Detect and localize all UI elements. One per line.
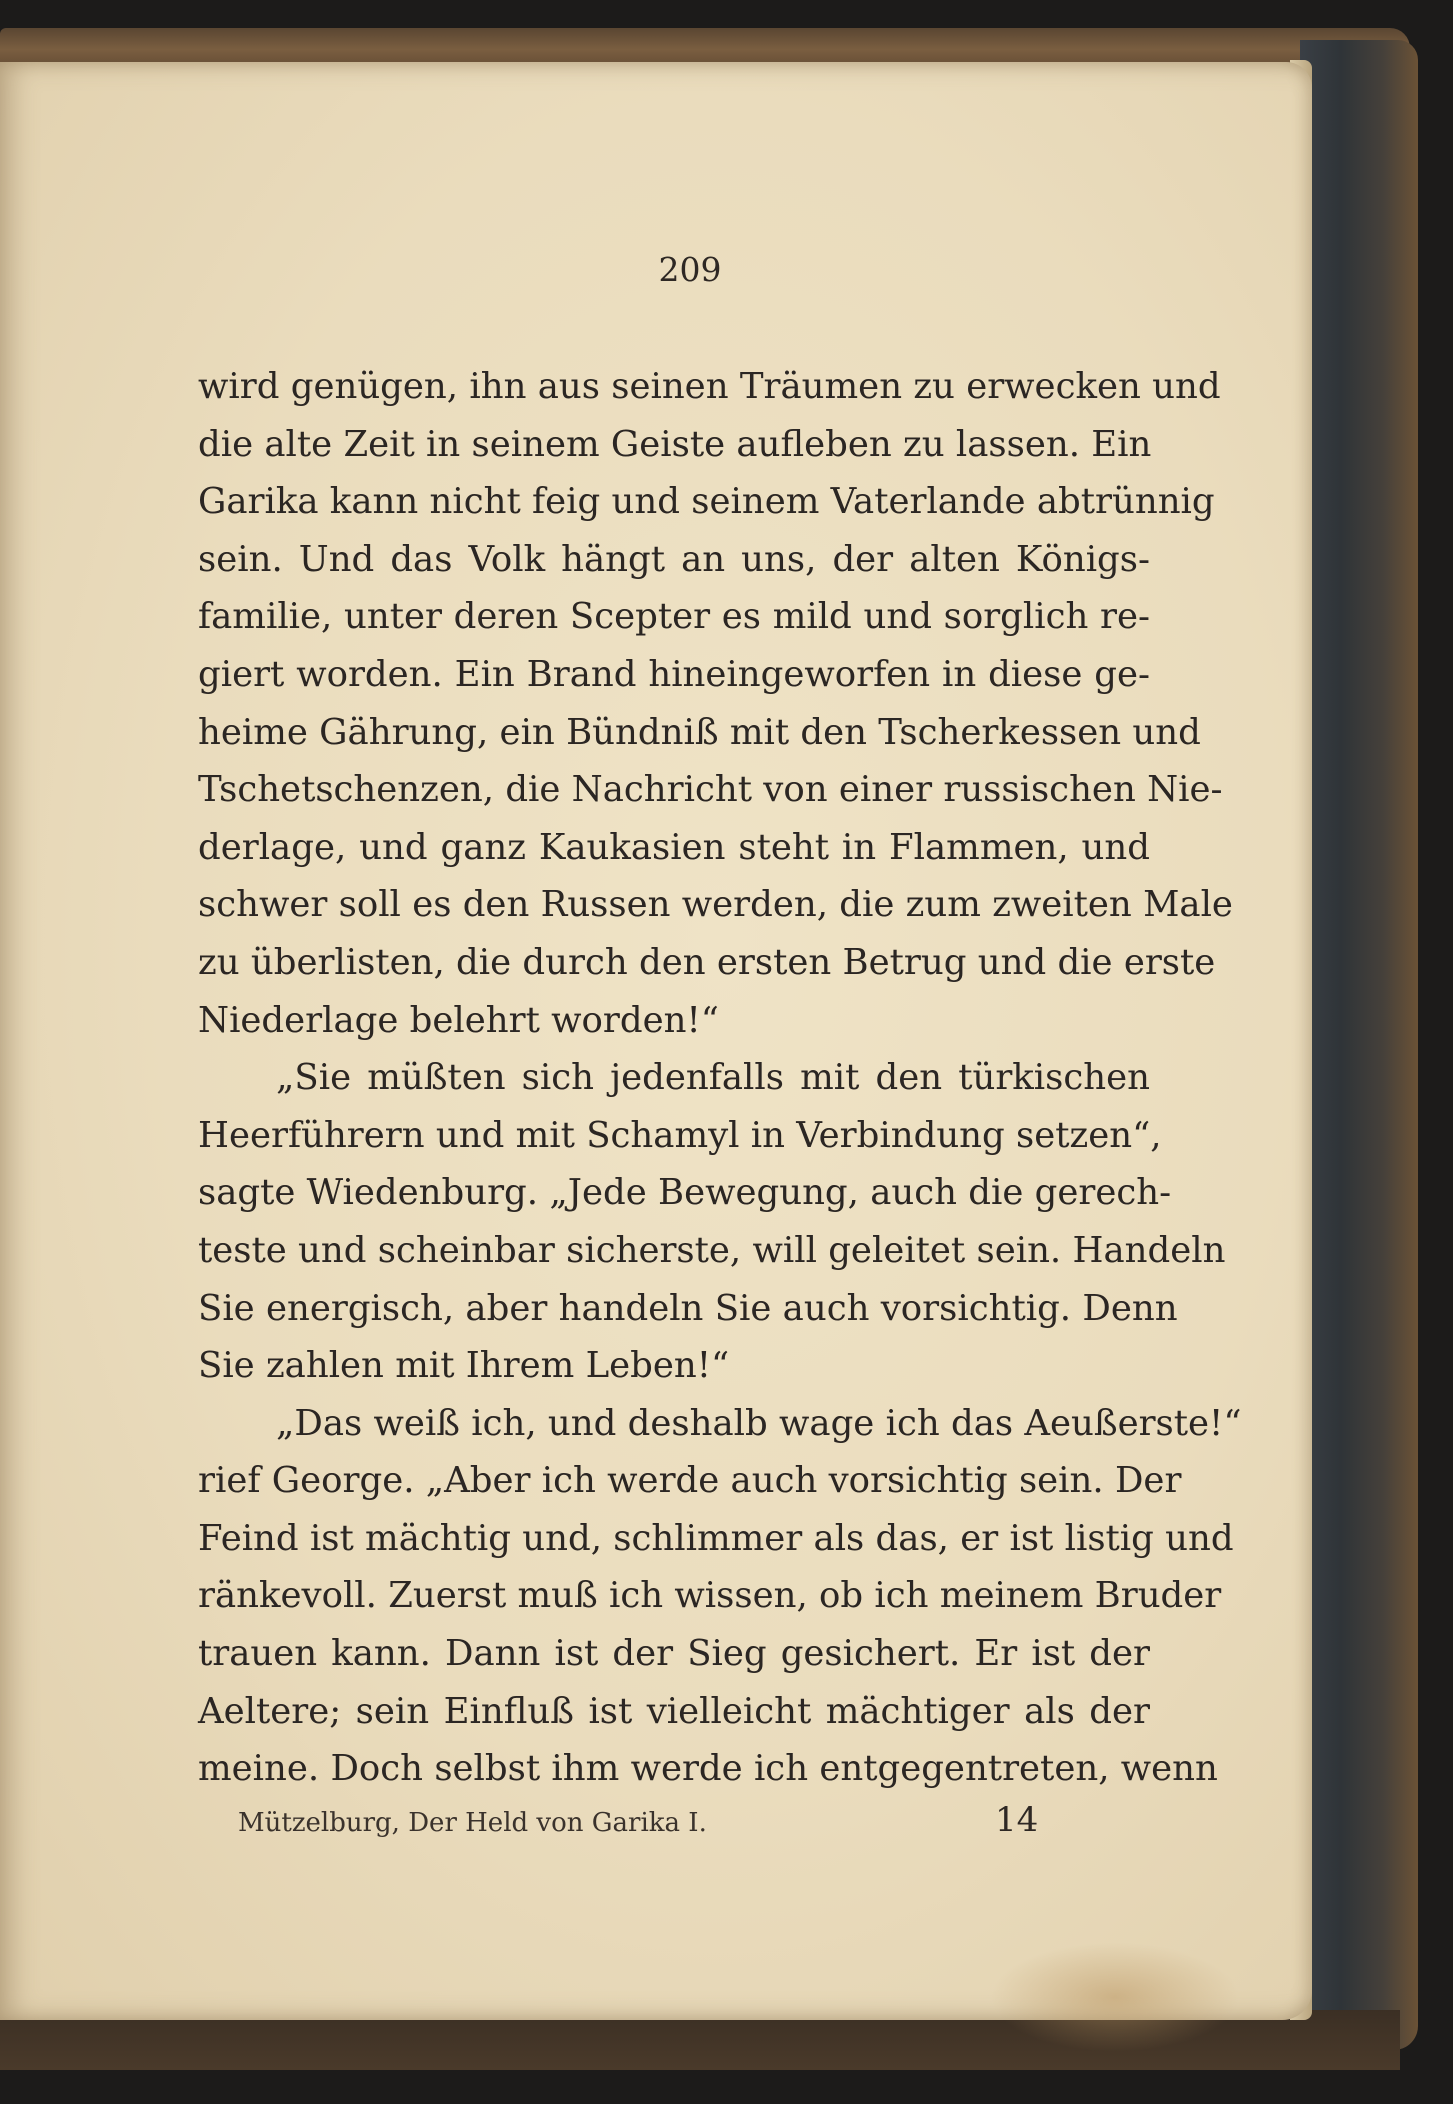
text-line: Tschetschenzen, die Nachricht von einer russischen Nie- <box>198 769 1223 811</box>
text-line: trauen kann. Dann ist der Sieg gesichert. Er ist der <box>198 1633 1150 1675</box>
text-line: ränkevoll. Zuerst muß ich wissen, ob ich meinem Bruder <box>198 1575 1222 1617</box>
footer-title: Mützelburg, Der Held von Garika I. <box>238 1808 707 1838</box>
signature-mark: 14 <box>995 1800 1039 1840</box>
text-line: schwer soll es den Russen werden, die zum zweiten Male <box>198 884 1233 926</box>
book-cover-spine-edge <box>1300 40 1418 2050</box>
text-line: die alte Zeit in seinem Geiste aufleben zu lassen. Ein <box>198 423 1152 465</box>
text-line: heime Gährung, ein Bündniß mit den Tscherkessen und <box>198 711 1201 753</box>
page-stain <box>990 1942 1240 2052</box>
text-line: Sie zahlen mit Ihrem Leben!“ <box>198 1345 730 1387</box>
text-line: sein. Und das Volk hängt an uns, der alten Königs- <box>198 538 1150 580</box>
text-line: zu überlisten, die durch den ersten Betrug und die erste <box>198 941 1216 983</box>
text-line: giert worden. Ein Brand hineingeworfen in diese ge- <box>198 653 1150 695</box>
page-number: 209 <box>658 250 722 289</box>
text-line: Sie energisch, aber handeln Sie auch vorsichtig. Denn <box>198 1287 1178 1329</box>
text-line: meine. Doch selbst ihm werde ich entgegentreten, wenn <box>198 1748 1218 1790</box>
text-line: „Sie müßten sich jedenfalls mit den türkischen <box>276 1057 1150 1099</box>
paragraph <box>198 1395 1242 1798</box>
text-line: Garika kann nicht feig und seinem Vaterlande abtrünnig <box>198 481 1215 523</box>
paragraph <box>198 1049 1226 1395</box>
text-line: Heerführern und mit Schamyl in Verbindung setzen“, <box>198 1114 1162 1156</box>
text-line: familie, unter deren Scepter es mild und sorglich re- <box>198 596 1150 638</box>
text-line: wird genügen, ihn aus seinen Träumen zu erwecken und <box>198 366 1221 407</box>
text-line: Niederlage belehrt worden!“ <box>198 999 719 1041</box>
text-line: Aeltere; sein Einfluß ist vielleicht mächtiger als der <box>198 1690 1150 1732</box>
text-line: derlage, und ganz Kaukasien steht in Flammen, und <box>198 826 1150 868</box>
text-line: Feind ist mächtig und, schlimmer als das, er ist listig und <box>198 1517 1234 1559</box>
text-line: rief George. „Aber ich werde auch vorsichtig sein. Der <box>198 1460 1182 1502</box>
text-line: „Das weiß ich, und deshalb wage ich das Aeußerste!“ <box>276 1402 1242 1444</box>
paragraph <box>198 358 1233 1049</box>
page-body-text <box>198 358 1242 1798</box>
text-line: sagte Wiedenburg. „Jede Bewegung, auch die gerech- <box>198 1172 1172 1214</box>
text-line: teste und scheinbar sicherste, will geleitet sein. Handeln <box>198 1229 1226 1271</box>
